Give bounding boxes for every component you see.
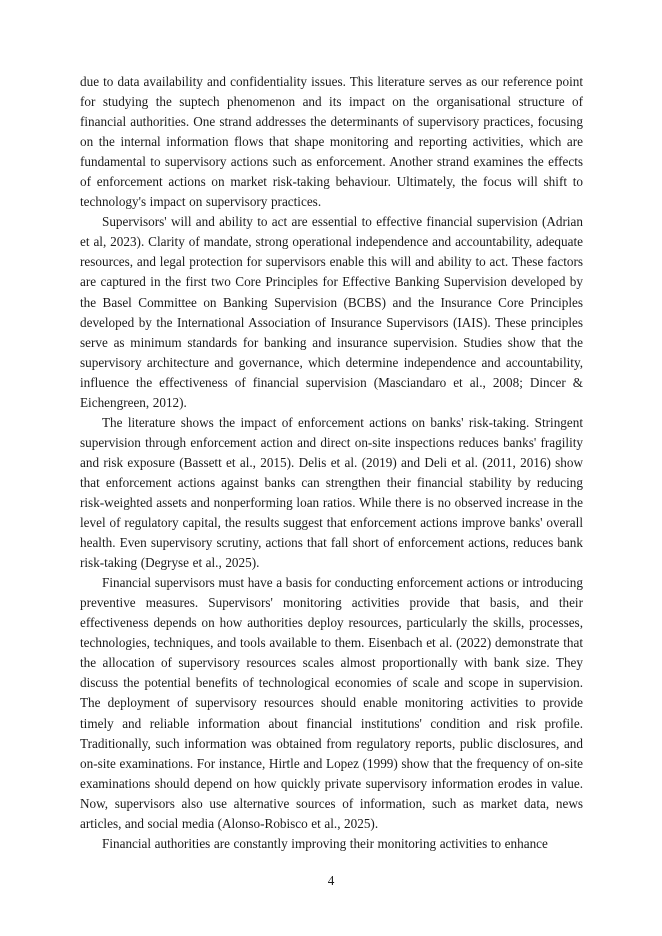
body-paragraph: The literature shows the impact of enforcement actions on banks' risk-taking. Stringent supervision through enforcement action and direct on-site inspections reduces banks' fragility and risk exposure (Bassett et al., 2015). Delis et al. (2019) and Deli et al. (2011, 2016) show that enforcement actions against banks can strengthen their financial stability by reducing risk-weighted assets and nonperforming loan ratios. While there is no observed increase in the level of regulatory capital, the results suggest that enforcement actions improve banks' overall health. Even supervisory scrutiny, actions that fall short of enforcement actions, reduces bank risk-taking (Degryse et al., 2025). bbox=[80, 414, 583, 571]
body-paragraph: Financial authorities are constantly improving their monitoring activities to enhance bbox=[102, 835, 548, 851]
body-paragraph: Supervisors' will and ability to act are essential to effective financial supervision (Adrian et al, 2023). Clarity of mandate, strong operational independence and accountability, adequate resources, and legal protection for supervisors enable this will and ability to act. These factors are captured in the first two Core Principles for Effective Banking Supervision developed by the Basel Committee on Banking Supervision (BCBS) and the Insurance Core Principles developed by the International Association of Insurance Supervisors (IAIS). These principles serve as minimum standards for banking and insurance supervision. Studies show that the supervisory architecture and governance, which determine independence and accountability, influence the effectiveness of financial supervision (Masciandaro et al., 2008; Dincer & Eichengreen, 2012). bbox=[80, 214, 583, 410]
body-paragraph: Financial supervisors must have a basis for conducting enforcement actions or introducing preventive measures. Supervisors' monitoring activities provide that basis, and their effectiveness depends on how authorities deploy resources, particularly the skills, processes, technologies, techniques, and tools available to them. Eisenbach et al. (2022) demonstrate that the allocation of supervisory resources scales almost proportionally with bank size. They discuss the potential benefits of technological economies of scale and scope in supervision. The deployment of supervisory resources should enable monitoring activities to provide timely and reliable information about financial institutions' condition and risk profile. Traditionally, such information was obtained from regulatory reports, public disclosures, and on-site examinations. For instance, Hirtle and Lopez (1999) show that the frequency of on-site examinations should depend on how quickly private supervisory information erodes in value. Now, supervisors also use alternative sources of information, such as market data, news articles, and social media (Alonso-Robisco et al., 2025). bbox=[80, 575, 583, 831]
page-text-column bbox=[80, 72, 583, 854]
page-number: 4 bbox=[327, 873, 335, 888]
body-paragraph: due to data availability and confidentiality issues. This literature serves as our reference point for studying the suptech phenomenon and its impact on the organisational structure of financial authorities. One strand addresses the determinants of supervisory practices, focusing on the internal information flows that shape monitoring and reporting activities, which are fundamental to supervisory actions such as enforcement. Another strand examines the effects of enforcement actions on market risk-taking behaviour. Ultimately, the focus will shift to technology's impact on supervisory practices. bbox=[80, 74, 583, 210]
